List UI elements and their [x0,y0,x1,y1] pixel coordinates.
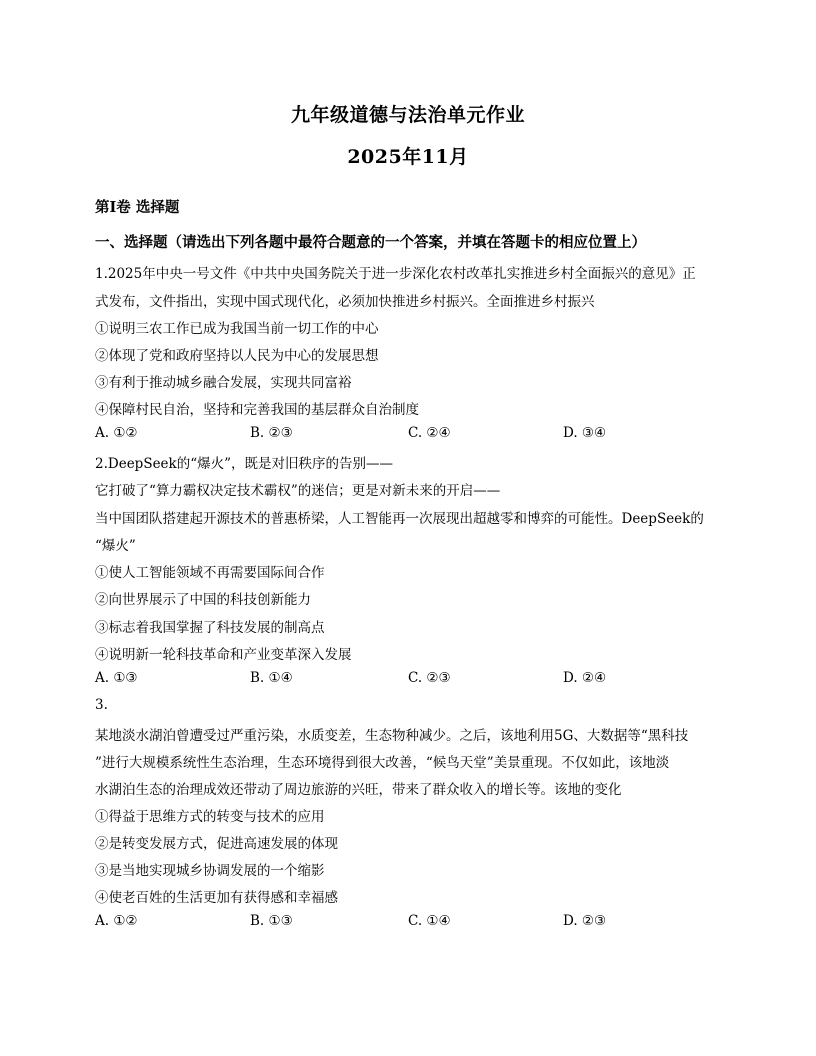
question-1-line-1: 1.2025年中央一号文件《中共中央国务院关于进一步深化农村改革扎实推进乡村全面振兴的意见》正 [95,266,696,282]
question-2-statement-3: ③标志着我国掌握了科技发展的制高点 [95,620,325,636]
question-3-options [95,913,735,933]
question-3-line-2: ”进行大规模系统性生态治理，生态环境得到很大改善，“候鸟天堂”美景重现。不仅如此，该地淡 [95,755,670,771]
question-2-line-4: “爆火” [95,538,136,554]
question-2-option-b[interactable]: B. ①④ [250,670,293,686]
question-1-statement-4: ④保障村民自治，坚持和完善我国的基层群众自治制度 [95,402,419,418]
question-3-option-c[interactable]: C. ①④ [408,913,451,929]
question-1-statement-1: ①说明三农工作已成为我国当前一切工作的中心 [95,321,379,337]
question-2-option-d[interactable]: D. ②④ [563,670,607,686]
question-2-statement-1: ①使人工智能领域不再需要国际间合作 [95,565,325,581]
question-2-statement-2: ②向世界展示了中国的科技创新能力 [95,592,311,608]
question-2-statement-4: ④说明新一轮科技革命和产业变革深入发展 [95,647,352,663]
question-2-line-3: 当中国团队搭建起开源技术的普惠桥梁，人工智能再一次展现出超越零和博弈的可能性。DeepSeek的 [95,511,704,527]
question-3-statement-2: ②是转变发展方式，促进高速发展的体现 [95,836,338,852]
question-3-option-b[interactable]: B. ①③ [250,913,293,929]
section-instruction: 一、选择题（请选出下列各题中最符合题意的一个答案，并填在答题卡的相应位置上） [95,234,646,251]
question-3-statement-1: ①得益于思维方式的转变与技术的应用 [95,809,325,825]
question-3-statement-4: ④使老百姓的生活更加有获得感和幸福感 [95,890,338,906]
question-3-line-3: 水湖泊生态的治理成效还带动了周边旅游的兴旺，带来了群众收入的增长等。该地的变化 [95,782,622,798]
question-1-option-c[interactable]: C. ②④ [408,425,451,441]
question-1-option-b[interactable]: B. ②③ [250,425,293,441]
question-1-statement-3: ③有利于推动城乡融合发展，实现共同富裕 [95,375,352,391]
question-2-line-1: 2.DeepSeek的“爆火”，既是对旧秩序的告别—— [95,456,394,472]
question-1-statement-2: ②体现了党和政府坚持以人民为中心的发展思想 [95,348,379,364]
question-2-options [95,670,735,690]
question-3-option-d[interactable]: D. ②③ [563,913,607,929]
part-heading: 第Ⅰ卷 选择题 [95,199,180,216]
document-title: 九年级道德与法治单元作业 [290,104,525,126]
question-2-option-c[interactable]: C. ②③ [408,670,451,686]
question-3-option-a[interactable]: A. ①② [95,913,138,929]
question-3-number: 3. [95,697,108,713]
question-1-options [95,425,735,445]
question-2-option-a[interactable]: A. ①③ [95,670,138,686]
question-2-line-2: 它打破了“算力霸权决定技术霸权”的迷信；更是对新未来的开启—— [95,483,501,499]
question-3-statement-3: ③是当地实现城乡协调发展的一个缩影 [95,863,325,879]
question-1-option-a[interactable]: A. ①② [95,425,138,441]
question-1-option-d[interactable]: D. ③④ [563,425,607,441]
document-date: 2025年11月 [347,146,469,168]
question-1-line-2: 式发布，文件指出，实现中国式现代化，必须加快推进乡村振兴。全面推进乡村振兴 [95,294,595,310]
question-3-line-1: 某地淡水湖泊曾遭受过严重污染，水质变差，生态物种减少。之后，该地利用5G、大数据等“黑科技 [95,728,689,744]
